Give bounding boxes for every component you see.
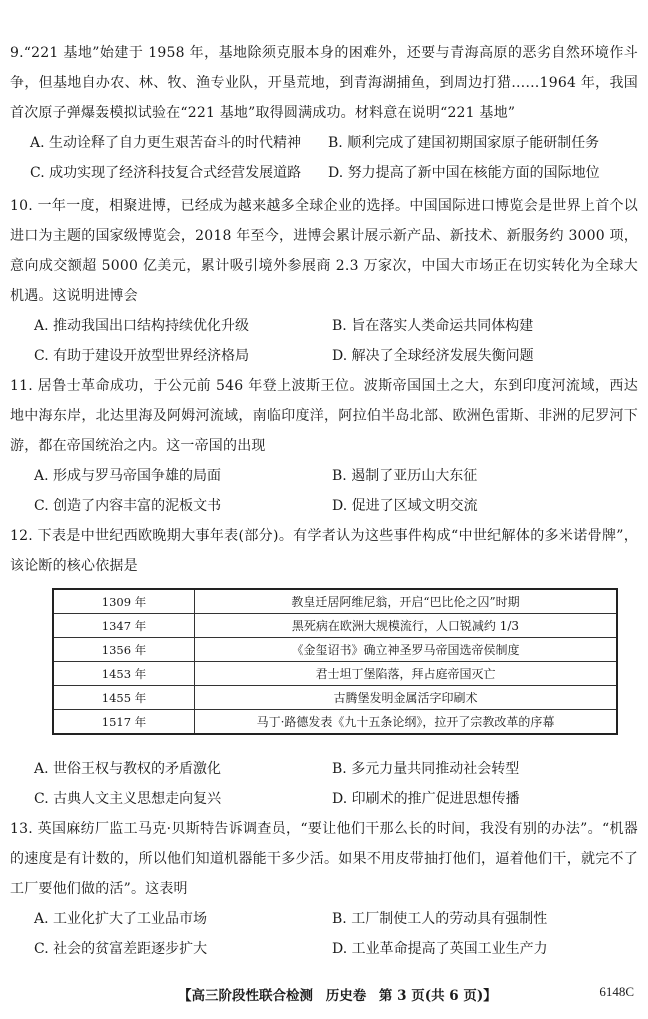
table-row [53, 638, 617, 662]
question-10-options [34, 311, 634, 371]
question-9-option-b[interactable]: B. 顺利完成了建国初期国家原子能研制任务 [328, 135, 600, 151]
table-cell-event: 教皇迁居阿维尼翁，开启“巴比伦之囚”时期 [195, 589, 618, 614]
question-10-option-c[interactable]: C. 有助于建设开放型世界经济格局 [34, 348, 250, 364]
question-11-stem: 11. 居鲁士革命成功，于公元前 546 年登上波斯王位。波斯帝国国土之大，东到印度河流域，西达地中海东岸，北达里海及阿姆河流域，南临印度洋，阿拉伯半岛北部、欧洲色雷斯、非洲的尼罗河下游，都在帝国统治之内。这一帝国的出现 [10, 378, 638, 454]
question-9-stem: 9.“221 基地”始建于 1958 年，基地除须克服本身的困难外，还要与青海高原的恶劣自然环境作斗争，但基地自办农、林、牧、渔专业队，开垦荒地，到青海湖捕鱼，到周边打猎……1964 年，我国首次原子弹爆轰模拟试验在“221 基地”取得圆满成功。材料意在说明“221 基地” [10, 45, 638, 121]
question-10-stem: 10. 一年一度，相聚进博，已经成为越来越多全球企业的选择。中国国际进口博览会是世界上首个以进口为主题的国家级博览会，2018 年至今，进博会累计展示新产品、新技术、新服务约 3000 项，意向成交额超 5000 亿美元，累计吸引境外参展商 2.3 万家次，中国大市场正在切实转化为全球大机遇。这说明进博会 [10, 198, 638, 304]
question-12-option-a[interactable]: A. 世俗王权与教权的矛盾激化 [34, 761, 222, 777]
question-10-option-a[interactable]: A. 推动我国出口结构持续优化升级 [34, 318, 250, 334]
question-10-option-b[interactable]: B. 旨在落实人类命运共同体构建 [332, 318, 534, 334]
table-cell-year: 1455 年 [53, 686, 195, 710]
events-table [52, 588, 618, 735]
question-11-options [34, 461, 634, 521]
table-cell-event: 《金玺诏书》确立神圣罗马帝国选帝侯制度 [195, 638, 618, 662]
question-12-option-d[interactable]: D. 印刷术的推广促进思想传播 [332, 791, 520, 807]
table-cell-year: 1356 年 [53, 638, 195, 662]
question-11-option-b[interactable]: B. 遏制了亚历山大东征 [332, 468, 478, 484]
table-row [53, 710, 617, 735]
table-cell-event: 君士坦丁堡陷落，拜占庭帝国灭亡 [195, 662, 618, 686]
table-row [53, 662, 617, 686]
table-row [53, 589, 617, 614]
question-13-option-c[interactable]: C. 社会的贫富差距逐步扩大 [34, 941, 208, 957]
question-9-option-a[interactable]: A. 生动诠释了自力更生艰苦奋斗的时代精神 [30, 135, 302, 151]
question-12-options [34, 754, 634, 814]
table-cell-year: 1309 年 [53, 589, 195, 614]
page-footer [0, 984, 648, 1008]
table-cell-year: 1347 年 [53, 614, 195, 638]
question-9-option-d[interactable]: D. 努力提高了新中国在核能方面的国际地位 [328, 165, 600, 181]
table-cell-event: 马丁·路德发表《九十五条论纲》，拉开了宗教改革的序幕 [195, 710, 618, 735]
question-12-option-c[interactable]: C. 古典人文主义思想走向复兴 [34, 791, 222, 807]
question-11-option-c[interactable]: C. 创造了内容丰富的泥板文书 [34, 498, 222, 514]
question-10-option-d[interactable]: D. 解决了全球经济发展失衡问题 [332, 348, 534, 364]
table-row [53, 686, 617, 710]
table-cell-event: 黑死病在欧洲大规模流行，人口锐减约 1/3 [195, 614, 618, 638]
question-9-options [30, 128, 630, 188]
question-12-stem: 12. 下表是中世纪西欧晚期大事年表(部分)。有学者认为这些事件构成“中世纪解体的多米诺骨牌”，该论断的核心依据是 [10, 528, 638, 574]
footer-page-number: 第 3 页(共 6 页)】 [378, 988, 497, 1004]
footer-exam-name: 【高三阶段性联合检测 [178, 988, 313, 1004]
question-9-option-c[interactable]: C. 成功实现了经济科技复合式经营发展道路 [30, 165, 302, 181]
table-cell-year: 1453 年 [53, 662, 195, 686]
footer-info [178, 984, 505, 1004]
table-cell-year: 1517 年 [53, 710, 195, 735]
table-cell-event: 古腾堡发明金属活字印刷术 [195, 686, 618, 710]
table-row [53, 614, 617, 638]
question-12-option-b[interactable]: B. 多元力量共同推动社会转型 [332, 761, 520, 777]
footer-paper-code: 6148C [599, 984, 634, 999]
question-13-option-a[interactable]: A. 工业化扩大了工业品市场 [34, 911, 208, 927]
footer-subject: 历史卷 [325, 988, 367, 1004]
question-13-options [34, 904, 634, 964]
question-11-option-d[interactable]: D. 促进了区域文明交流 [332, 498, 478, 514]
question-13-stem: 13. 英国麻纺厂监工马克·贝斯特告诉调查员，“要让他们干那么长的时间，我没有别的办法”。“机器的速度是有计数的，所以他们知道机器能干多少活。如果不用皮带抽打他们，逼着他们干，就完不了工厂要他们做的活”。这表明 [10, 821, 638, 897]
question-11-option-a[interactable]: A. 形成与罗马帝国争雄的局面 [34, 468, 222, 484]
question-13-option-b[interactable]: B. 工厂制使工人的劳动具有强制性 [332, 911, 548, 927]
question-13-option-d[interactable]: D. 工业革命提高了英国工业生产力 [332, 941, 548, 957]
